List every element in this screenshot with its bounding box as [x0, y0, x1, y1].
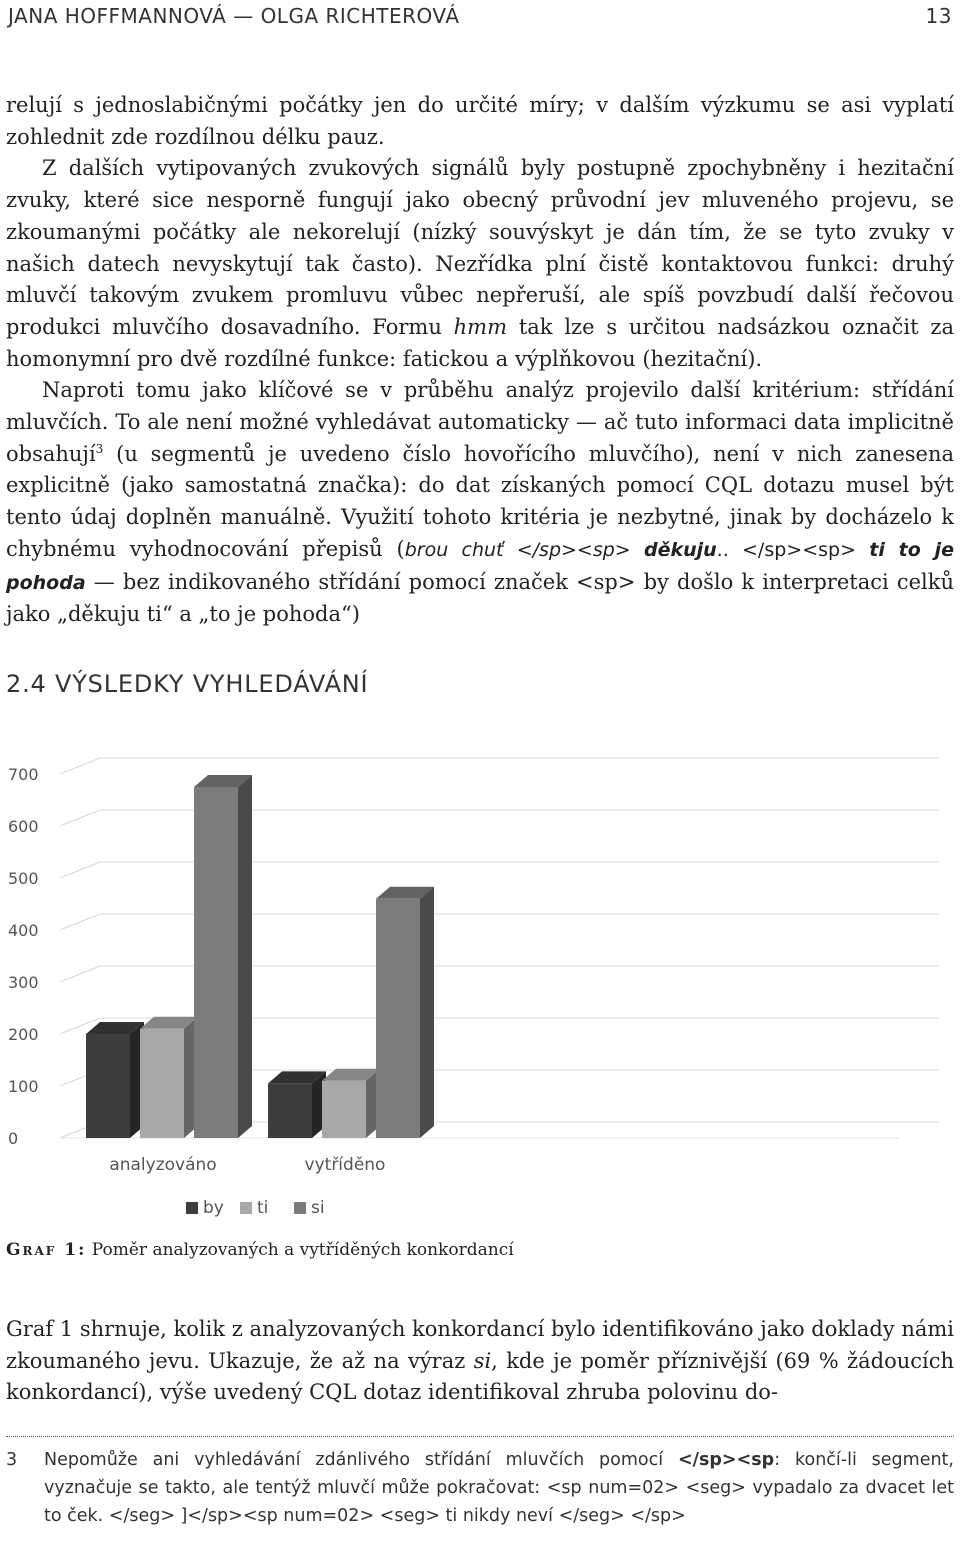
- grid-line-side: [60, 810, 100, 826]
- paragraph-2-text: Z dalších vytipovaných zvukových signálů byly postupně zpochybněny i hezitační zvuky, které sice nesporně fungují jako obecný průvodní jev mluveného projevu, se zkoumanými počátky ale nekorelují (nízký souvýskyt je dán tím, že se tyto zvuky v našich datech nevyskytují tak často). Nezřídka plní čistě kontaktovou funkci: druhý mluvčí takovým zvukem promluvu vůbec nepřeruší, ale spíš povzbudí další řečovou produkci mluvčího dosavadního. Formu: [6, 156, 954, 339]
- paragraph-2: [6, 153, 954, 375]
- grid-line-side: [60, 862, 100, 878]
- legend-swatch-si: [294, 1202, 306, 1214]
- x-tick-label: analyzováno: [109, 1155, 217, 1175]
- bar-chart: [0, 730, 960, 1230]
- body-text-upper: [6, 90, 954, 631]
- y-tick-label: 400: [8, 921, 39, 940]
- legend-label-ti: ti: [257, 1198, 269, 1218]
- footnote-text-a: Nepomůže ani vyhledávání zdánlivého střídání mluvčích pomocí: [44, 1450, 678, 1470]
- footnote-text: [44, 1446, 954, 1530]
- footnote-text-b: : končí-li segment, vyznačuje se takto, ale tentýž mluvčí může pokračovat: <sp num=02> <seg> vypadalo za dvacet let to ček. </seg> ]</sp><sp num=02> <seg> ti nikdy neví </seg> </sp>: [44, 1450, 954, 1526]
- legend-swatch-by: [186, 1202, 198, 1214]
- page-header: [8, 4, 952, 34]
- body-text-lower: [6, 1314, 954, 1409]
- grid-line-side: [60, 966, 100, 982]
- bar-by-1: [268, 1083, 312, 1138]
- bar-by-0: [86, 1034, 130, 1138]
- legend-label-by: by: [203, 1198, 224, 1218]
- footnote: [6, 1446, 954, 1530]
- footnote-ref: 3: [95, 441, 104, 456]
- y-tick-label: 600: [8, 817, 39, 836]
- example-3: .. </sp><sp>: [716, 538, 870, 561]
- footnote-number: 3: [6, 1450, 18, 1470]
- page-number: 13: [925, 4, 952, 28]
- grid-line-side: [60, 758, 100, 774]
- paragraph-3-text-b: (u segmentů je uvedeno číslo hovořícího mluvčího), není v nich zanesena explicitně (jako samostatná značka): do dat získaných pomocí CQL dotazu musel být tento údaj doplněn manuálně. Využití tohoto kritéria je nezbytné, jinak by docházelo k chybnému vyhodnocování přepisů (: [6, 441, 954, 561]
- bar-ti-1: [322, 1081, 366, 1138]
- y-tick-label: 700: [8, 765, 39, 784]
- bar-si-0: [194, 787, 238, 1138]
- y-tick-label: 500: [8, 869, 39, 888]
- bar-side-si-0: [238, 775, 252, 1138]
- section-heading: 2.4 VÝSLEDKY VYHLEDÁVÁNÍ: [6, 670, 369, 698]
- legend-label-si: si: [311, 1198, 325, 1218]
- paragraph-4-text-a: Graf 1 shrnuje, kolik z analyzovaných konkordancí bylo identifikováno jako doklady námi zkoumaného jevu. Ukazuje, že až na výraz: [6, 1317, 954, 1373]
- example-2: děkuju: [643, 538, 717, 561]
- y-tick-label: 100: [8, 1077, 39, 1096]
- running-head-authors: JANA HOFFMANNOVÁ — OLGA RICHTEROVÁ: [8, 4, 460, 28]
- example-4: ti to je pohoda: [6, 538, 954, 594]
- paragraph-3-text-c: — bez indikovaného střídání pomocí značek <sp> by došlo k interpretaci celků jako „děkuju ti“ a „to je pohoda“): [6, 569, 954, 627]
- bar-side-si-1: [420, 887, 434, 1138]
- figure-caption: [6, 1240, 514, 1260]
- paragraph-1: relují s jednoslabičnými počátky jen do určité míry; v dalším výzkumu se asi vyplatí zohlednit zde rozdílnou délku pauz.: [6, 93, 954, 149]
- example-1: brou chuť </sp><sp>: [404, 538, 644, 561]
- chart-legend: [186, 1198, 325, 1218]
- legend-swatch-ti: [240, 1202, 252, 1214]
- y-tick-label: 0: [8, 1129, 19, 1148]
- paragraph-4: [6, 1314, 954, 1409]
- bar-ti-0: [140, 1029, 184, 1138]
- paragraph-3-text-a: Naproti tomu jako klíčové se v průběhu analýz projevilo další kritérium: střídání mluvčích. To ale není možné vyhledávat automaticky — ač tuto informaci data implicitně obsahují: [6, 378, 954, 466]
- grid-line-side: [60, 914, 100, 930]
- paragraph-4-text-b: , kde je poměr příznivější (69 % žádoucích konkordancí), výše uvedený CQL dotaz identifikoval zhruba polovinu do-: [6, 1348, 955, 1405]
- footnote-separator: [6, 1436, 954, 1437]
- paragraph-2-end: tak lze s určitou nadsázkou označit za homonymní pro dvě rozdílné funkce: fatickou a výplňkovou (hezitační).: [6, 314, 954, 371]
- chart-bars: [86, 775, 434, 1138]
- paragraph-3: [6, 375, 954, 631]
- caption-text: Poměr analyzovaných a vytříděných konkordancí: [91, 1240, 514, 1260]
- footnote-bold: </sp><sp: [677, 1450, 775, 1470]
- y-tick-label: 300: [8, 973, 39, 992]
- caption-label: Graf 1:: [6, 1240, 87, 1260]
- paragraph-2-italic: hmm: [453, 314, 508, 339]
- y-tick-label: 200: [8, 1025, 39, 1044]
- bar-si-1: [376, 899, 420, 1138]
- x-tick-label: vytříděno: [304, 1155, 386, 1175]
- paragraph-4-italic: si: [473, 1348, 492, 1373]
